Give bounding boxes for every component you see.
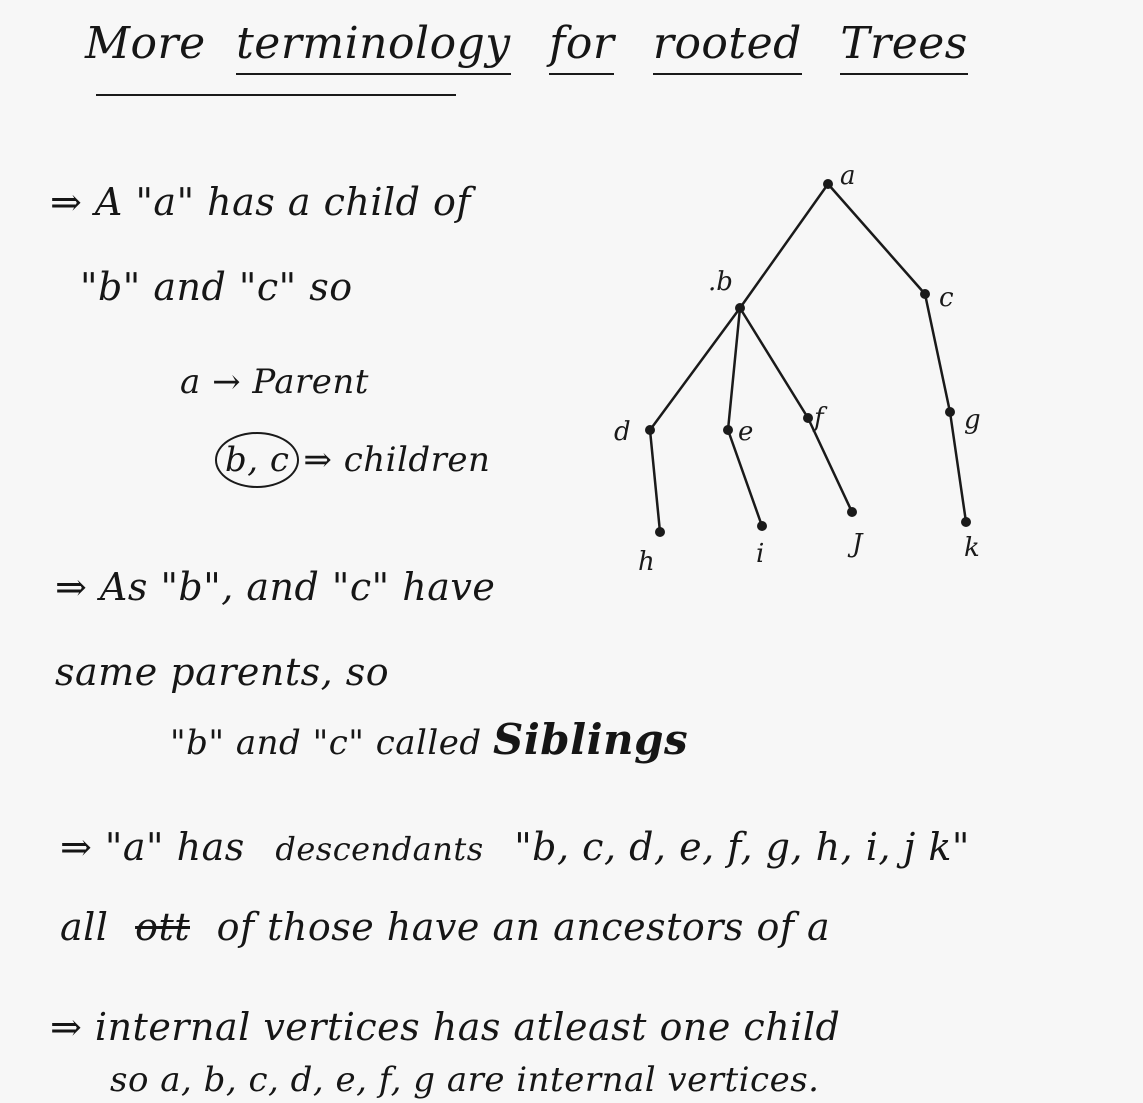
tree-node-f bbox=[803, 413, 813, 423]
tree-label-i: i bbox=[756, 539, 765, 569]
note1-line2: "b" and "c" so bbox=[80, 265, 353, 309]
tree-edge-b-e bbox=[728, 308, 740, 430]
title-underline bbox=[96, 94, 456, 96]
tree-node-i bbox=[757, 521, 767, 531]
tree-node-d bbox=[645, 425, 655, 435]
tree-node-j bbox=[847, 507, 857, 517]
page-title bbox=[85, 18, 992, 75]
tree-edge-d-h bbox=[650, 430, 660, 532]
note2-line1: ⇒ As "b", and "c" have bbox=[55, 565, 496, 609]
tree-label-k: k bbox=[964, 533, 980, 563]
tree-label-d: d bbox=[614, 417, 631, 447]
title-word-for: for bbox=[549, 18, 614, 75]
tree-label-j: J bbox=[852, 529, 863, 559]
note2-line3-text: "b" and "c" called bbox=[170, 723, 482, 763]
title-word-more: More bbox=[85, 18, 206, 69]
tree-node-h bbox=[655, 527, 665, 537]
tree-node-c bbox=[920, 289, 930, 299]
tree-node-b bbox=[735, 303, 745, 313]
note1-children bbox=[215, 432, 490, 488]
title-word-rooted: rooted bbox=[653, 18, 802, 75]
tree-node-g bbox=[945, 407, 955, 417]
children-circle: b, c bbox=[215, 432, 299, 488]
children-label: ⇒ children bbox=[303, 440, 491, 480]
tree-label-g: g bbox=[964, 405, 981, 435]
descendants-word: descendants bbox=[275, 830, 484, 868]
descendants-list: "b, c, d, e, f, g, h, i, j k" bbox=[514, 825, 970, 869]
note3-rest: of those have an ancestors of a bbox=[216, 905, 831, 949]
tree-label-e: e bbox=[738, 417, 754, 447]
tree-label-h: h bbox=[638, 547, 655, 570]
tree-edge-b-f bbox=[740, 308, 808, 418]
tree-label-a: a bbox=[840, 161, 856, 191]
tree-node-e bbox=[723, 425, 733, 435]
siblings-word: Siblings bbox=[492, 715, 689, 764]
title-word-trees: Trees bbox=[840, 18, 968, 75]
note3-line1 bbox=[60, 825, 970, 869]
tree-label-c: c bbox=[939, 283, 954, 313]
tree-edge-b-d bbox=[650, 308, 740, 430]
tree-node-k bbox=[961, 517, 971, 527]
note3-line2 bbox=[60, 905, 830, 949]
tree-label-b: .b bbox=[708, 267, 733, 297]
note1-parent: a → Parent bbox=[180, 362, 369, 402]
note3-struck-word: ott bbox=[135, 905, 190, 949]
rooted-tree-diagram bbox=[590, 150, 1030, 570]
note3-all: all bbox=[60, 905, 109, 949]
note2-line2: same parents, so bbox=[55, 650, 390, 694]
title-word-terminology: terminology bbox=[236, 18, 510, 75]
note2-line3 bbox=[170, 715, 688, 764]
tree-edge-a-b bbox=[740, 184, 828, 308]
note1-line1: ⇒ A "a" has a child of bbox=[50, 180, 471, 224]
tree-node-a bbox=[823, 179, 833, 189]
tree-edge-a-c bbox=[828, 184, 925, 294]
note4-line1: ⇒ internal vertices has atleast one child bbox=[50, 1005, 841, 1049]
tree-label-f: f bbox=[814, 403, 824, 433]
note4-line2: so a, b, c, d, e, f, g are internal vertices. bbox=[110, 1060, 820, 1100]
note3-prefix: ⇒ "a" has bbox=[60, 825, 245, 869]
